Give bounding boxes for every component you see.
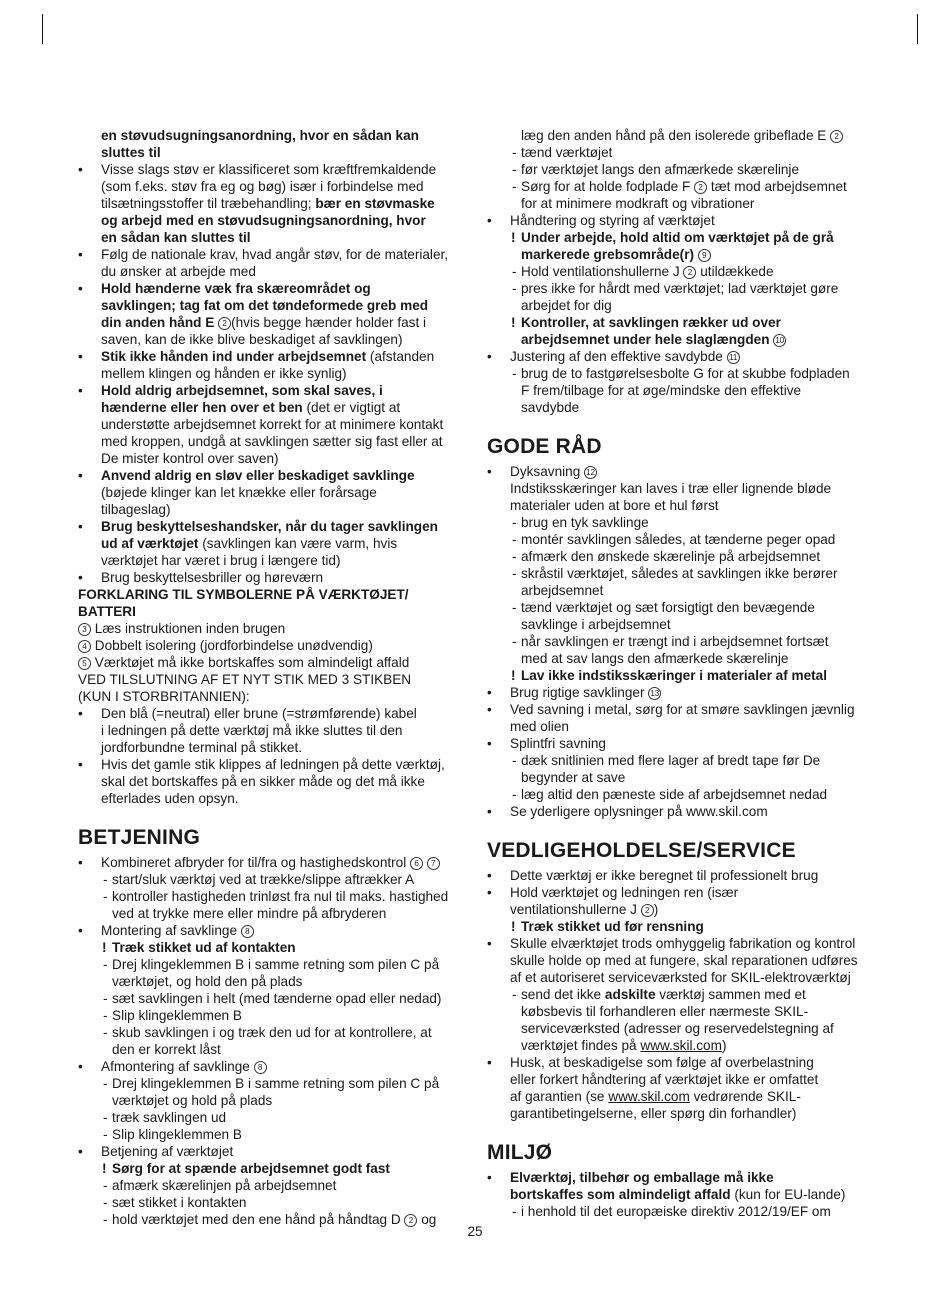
line-text: BATTERI	[78, 604, 136, 619]
continued-text	[78, 484, 466, 501]
line-text: Drej klingeklemmen B i samme retning som pilen C på	[112, 1076, 440, 1091]
line-text: en sådan kan sluttes til	[101, 230, 251, 245]
line-text: arbejdsemnet	[521, 583, 604, 598]
line-text: du ønsker at arbejde med	[101, 264, 256, 279]
dash-item	[487, 144, 867, 161]
paragraph-line	[78, 671, 466, 688]
line-text: Slip klingeklemmen B	[112, 1127, 242, 1142]
line-text: skråstil værktøjet, således at savklingen ikke berører	[521, 566, 838, 581]
line-text: saven, kan de ikke blive beskadiget af savklingen)	[101, 332, 403, 347]
line-text: værktøj sammen med et	[655, 987, 806, 1002]
crop-mark-left	[42, 14, 43, 44]
line-text: montér savklingen således, at tænderne peger opad	[521, 532, 836, 547]
line-text: )	[721, 1038, 727, 1053]
website-link[interactable]: www.skil.com	[640, 1038, 722, 1053]
figure-ref-icon: 2	[218, 317, 231, 330]
bold-text: arbejdsemnet under hele slaglængden	[521, 332, 774, 347]
dash-item	[78, 888, 466, 905]
line-text: Justering af den effektive savdybde	[510, 349, 727, 364]
line-text: garantibetingelserne, eller spørg din forhandler)	[510, 1106, 797, 1121]
line-text: Hold ventilationshullerne J	[521, 264, 684, 279]
line-text: efterlades uden opsyn.	[101, 791, 239, 806]
dash-item	[487, 161, 867, 178]
line-text: De mister kontrol over saven)	[101, 451, 279, 466]
continued-text	[78, 127, 466, 144]
bullet-item	[78, 382, 466, 399]
warning-line	[487, 229, 867, 246]
line-text: Se yderligere oplysninger på www.skil.com	[510, 804, 768, 819]
figure-ref-icon: 3	[78, 623, 91, 636]
line-text: Under arbejde, hold altid om værktøjet på de grå	[521, 230, 834, 245]
continued-text	[487, 1071, 867, 1088]
dash-item	[78, 871, 466, 888]
line-text: Den blå (=neutral) eller brune (=strømførende) kabel	[101, 706, 417, 721]
line-text: (bøjede klinger kan let knække eller forårsage	[101, 485, 377, 500]
bullet-item	[487, 212, 867, 229]
dash-item	[78, 1126, 466, 1143]
warning-line	[78, 939, 466, 956]
continued-text	[487, 1003, 867, 1020]
line-text: Brug rigtige savklinger	[510, 685, 649, 700]
bullet-item	[78, 467, 466, 484]
continued-text	[78, 1092, 466, 1109]
line-text: Indstiksskæringer kan laves i træ eller lignende bløde	[510, 481, 832, 496]
line-text: (hvis begge hænder holder fast i	[231, 315, 427, 330]
bold-text: hænderne eller hen over et ben	[101, 400, 303, 415]
bullet-item	[487, 803, 867, 820]
continued-text	[78, 195, 466, 212]
dash-item	[487, 365, 867, 382]
line-text: når savklingen er trængt ind i arbejdsemnet fortsæt	[521, 634, 829, 649]
line-text: tænd værktøjet	[521, 145, 613, 160]
line-text: sæt stikket i kontakten	[112, 1195, 247, 1210]
dash-item	[78, 1194, 466, 1211]
line-text: hold værktøjet med den ene hånd på håndtag D	[112, 1212, 405, 1227]
continued-text	[78, 739, 466, 756]
line-text: tæt mod arbejdsemnet	[707, 179, 847, 194]
warning-line	[487, 314, 867, 331]
line-text: (som f.eks. støv fra eg og bøg) især i forbindelse med	[101, 179, 424, 194]
bold-text: bortskaffes som almindeligt affald	[510, 1187, 731, 1202]
line-text: træk savklingen ud	[112, 1110, 227, 1125]
figure-ref-icon: 7	[427, 857, 440, 870]
line-text: FORKLARING TIL SYMBOLERNE PÅ VÆRKTØJET/	[78, 587, 409, 602]
bullet-item	[487, 1169, 867, 1186]
paragraph-line	[78, 586, 466, 603]
bullet-item	[78, 280, 466, 297]
line-text: utildækkede	[696, 264, 774, 279]
dash-item	[487, 263, 867, 280]
line-text: for at minimere modkraft og vibrationer	[521, 196, 755, 211]
dash-item	[78, 956, 466, 973]
line-text: Anvend aldrig en sløv eller beskadiget savklinge	[101, 468, 415, 483]
dash-item	[487, 514, 867, 531]
dash-item	[487, 1203, 867, 1220]
spacer	[487, 820, 867, 837]
bold-text: bær en støvmaske	[315, 196, 435, 211]
line-text: af et autoriseret serviceværksted for SKIL-elektroværktøj	[510, 970, 851, 985]
line-text: Elværktøj, tilbehør og emballage må ikke	[510, 1170, 774, 1185]
continued-text	[78, 973, 466, 990]
line-text: savklinge i arbejdsemnet	[521, 617, 671, 632]
section-heading	[487, 839, 867, 863]
line-text: savklingen; tag fat om det tøndeformede greb med	[101, 298, 429, 313]
continued-text	[78, 297, 466, 314]
section-heading	[78, 826, 466, 850]
continued-text	[78, 552, 466, 569]
line-text: brug de to fastgørelsesbolte G for at skubbe fodpladen	[521, 366, 850, 381]
bullet-item	[487, 1054, 867, 1071]
dash-item	[487, 531, 867, 548]
line-text: materialer uden at bore et hul først	[510, 498, 719, 513]
line-text: mellem klingen og hånden er ikke synlig)	[101, 366, 347, 381]
line-text: Splintfri savning	[510, 736, 606, 751]
continued-text	[78, 1041, 466, 1058]
figure-ref-icon: 11	[727, 351, 740, 364]
dash-item	[78, 1177, 466, 1194]
line-text: F frem/tilbage for at øge/mindske den effektive	[521, 383, 802, 398]
continued-text	[78, 773, 466, 790]
bullet-item	[487, 935, 867, 952]
line-text: Skulle elværktøjet trods omhyggelig fabrikation og kontrol	[510, 936, 856, 951]
line-text: MILJØ	[487, 1141, 553, 1164]
bullet-item	[78, 705, 466, 722]
line-text: (kun for EU-lande)	[730, 1187, 846, 1202]
warning-line	[487, 331, 867, 348]
line-text: Hold hænderne væk fra skæreområdet og	[101, 281, 371, 296]
continued-text	[487, 1037, 867, 1054]
figure-ref-icon: 2	[694, 181, 707, 194]
dash-item	[487, 548, 867, 565]
line-text: før værktøjet langs den afmærkede skærelinje	[521, 162, 800, 177]
section-heading	[487, 435, 867, 459]
line-text: Hold værktøjet og ledningen ren (især	[510, 885, 739, 900]
line-text: Sørg for at holde fodplade F	[521, 179, 695, 194]
line-text: ved at trykke mere eller mindre på afbryderen	[112, 906, 387, 921]
figure-ref-icon: 8	[241, 925, 254, 938]
line-text: vedrørende SKIL-	[689, 1089, 801, 1104]
figure-ref-icon: 6	[410, 857, 423, 870]
line-text: i henhold til det europæiske direktiv 2012/19/EF om	[521, 1204, 831, 1219]
figure-ref-icon: 2	[683, 266, 696, 279]
bullet-item	[78, 569, 466, 586]
line-text: Husk, at beskadigelse som følge af overbelastning	[510, 1055, 814, 1070]
dash-item	[78, 1109, 466, 1126]
line-text: Lav ikke indstiksskæringer i materialer af metal	[521, 668, 828, 683]
line-text: arbejdet for dig	[521, 298, 612, 313]
line-text: serviceværksted (adresser og reservedelstegning af	[521, 1021, 834, 1036]
paragraph-line	[78, 688, 466, 705]
line-text: Ved savning i metal, sørg for at smøre savklingen jævnlig	[510, 702, 855, 717]
bullet-item	[487, 884, 867, 901]
line-text: Betjening af værktøjet	[101, 1144, 234, 1159]
line-text: Kombineret afbryder for til/fra og hastighedskontrol	[101, 855, 411, 870]
figure-ref-icon: 2	[404, 1214, 417, 1227]
continued-text	[487, 1088, 867, 1105]
continued-text	[487, 195, 867, 212]
dash-item	[78, 1007, 466, 1024]
bullet-item	[78, 1058, 466, 1075]
line-text: begynder at save	[521, 770, 626, 785]
line-text: afmærk den ønskede skærelinje på arbejdsemnet	[521, 549, 821, 564]
line-text: Værktøjet må ikke bortskaffes som almindeligt affald	[91, 655, 410, 670]
bullet-item	[78, 348, 466, 365]
line-text: værktøjet, og hold den på plads	[112, 974, 303, 989]
line-text: læg den anden hånd på den isolerede gribeflade E	[521, 128, 831, 143]
bold-text: markerede grebsområde(r)	[521, 247, 698, 262]
continued-text	[487, 901, 867, 918]
line-text: Hvis det gamle stik klippes af ledningen på dette værktøj,	[101, 757, 445, 772]
continued-text	[487, 969, 867, 986]
line-text: understøtte arbejdsemnet korrekt for at minimere kontakt	[101, 417, 444, 432]
line-text: Hold aldrig arbejdsemnet, som skal saves, i	[101, 383, 383, 398]
line-text: med kroppen, undgå at savklingen sætter sig fast eller at	[101, 434, 443, 449]
continued-text	[487, 718, 867, 735]
line-text: tænd værktøjet og sæt forsigtigt den bevægende	[521, 600, 815, 615]
figure-ref-icon: 2	[641, 904, 654, 917]
line-text: med olien	[510, 719, 569, 734]
dash-item	[78, 1075, 466, 1092]
line-text: af garantien (se	[510, 1089, 609, 1104]
warning-line	[78, 1160, 466, 1177]
spacer	[487, 1122, 867, 1139]
line-text: jordforbundne terminal på stikket.	[101, 740, 302, 755]
line-text: og arbejd med en støvudsugningsanordning, hvor	[101, 213, 426, 228]
continued-text	[487, 127, 867, 144]
line-text: i ledningen på dette værktøj må ikke sluttes til den	[101, 723, 403, 738]
line-text: dæk snitlinien med flere lager af bredt tape før De	[521, 753, 821, 768]
line-text: kontroller hastigheden trinløst fra nul til maks. hastighed	[112, 889, 449, 904]
continued-text	[487, 952, 867, 969]
line-text: skulle holde op med at fungere, skal reparationen udføres	[510, 953, 858, 968]
figure-ref-icon: 10	[773, 334, 786, 347]
continued-text	[487, 1105, 867, 1122]
line-text: send det ikke	[521, 987, 605, 1002]
section-heading	[487, 1141, 867, 1165]
line-text: købsbevis til forhandleren eller nærmeste SKIL-	[521, 1004, 809, 1019]
line-text: start/sluk værktøj ved at trække/slippe aftrækker A	[112, 872, 415, 887]
continued-text	[78, 501, 466, 518]
line-text: afmærk skærelinjen på arbejdsemnet	[112, 1178, 337, 1193]
line-text: Dyksavning	[510, 464, 585, 479]
dash-item	[487, 752, 867, 769]
bullet-item	[78, 756, 466, 773]
continued-text	[78, 790, 466, 807]
line-text: (det er vigtigt at	[302, 400, 401, 415]
bullet-item	[487, 348, 867, 365]
continued-text	[78, 416, 466, 433]
line-text: Brug beskyttelsesbriller og høreværn	[101, 570, 324, 585]
bullet-item	[487, 701, 867, 718]
continued-text	[487, 582, 867, 599]
figure-ref-icon: 8	[254, 1061, 267, 1074]
warning-line	[487, 667, 867, 684]
figure-ref-icon: 5	[78, 657, 91, 670]
line-text: skub savklingen i og træk den ud for at kontrollere, at	[112, 1025, 432, 1040]
continued-text	[78, 263, 466, 280]
line-text: Brug beskyttelseshandsker, når du tager savklingen	[101, 519, 438, 534]
left-column	[78, 127, 466, 1228]
line-text: Montering af savklinge	[101, 923, 241, 938]
line-text: Dobbelt isolering (jordforbindelse unødvendig)	[91, 638, 373, 653]
line-text: Sørg for at spænde arbejdsemnet godt fast	[112, 1161, 390, 1176]
continued-text	[78, 722, 466, 739]
line-text: Træk stikket ud af kontakten	[112, 940, 296, 955]
continued-text	[78, 905, 466, 922]
dash-item	[487, 986, 867, 1003]
figure-ref-icon: 2	[830, 130, 843, 143]
line-text: værktøjet og hold på plads	[112, 1093, 273, 1108]
continued-text	[487, 480, 867, 497]
continued-text	[487, 297, 867, 314]
dash-item	[78, 990, 466, 1007]
bullet-item	[487, 463, 867, 480]
figure-ref-icon: 4	[78, 640, 91, 653]
continued-text	[487, 399, 867, 416]
dash-item	[487, 178, 867, 195]
bullet-item	[78, 518, 466, 535]
crop-mark-right	[917, 14, 918, 44]
bold-text: ud af værktøjet	[101, 536, 199, 551]
line-text: Træk stikket ud før rensning	[521, 919, 704, 934]
continued-text	[78, 365, 466, 382]
line-text: en støvudsugningsanordning, hvor en sådan kan	[101, 128, 419, 143]
right-column	[487, 127, 867, 1220]
line-text: og	[417, 1212, 437, 1227]
line-text: Drej klingeklemmen B i samme retning som pilen C på	[112, 957, 440, 972]
line-text: pres ikke for hårdt med værktøjet; lad værktøjet gøre	[521, 281, 839, 296]
continued-text	[487, 650, 867, 667]
line-text: GODE RÅD	[487, 435, 602, 458]
continued-text	[78, 144, 466, 161]
line-text: sæt savklingen i helt (med tænderne opad eller nedad)	[112, 991, 442, 1006]
continued-text	[78, 399, 466, 416]
line-text: sluttes til	[101, 145, 161, 160]
line-text: (savklingen kan være varm, hvis	[198, 536, 398, 551]
figure-ref-icon: 13	[648, 687, 661, 700]
line-text: brug en tyk savklinge	[521, 515, 649, 530]
dash-item	[487, 565, 867, 582]
bullet-item	[78, 161, 466, 178]
continued-text	[487, 1186, 867, 1203]
spacer	[78, 807, 466, 824]
line-text: savdybde	[521, 400, 580, 415]
continued-text	[78, 535, 466, 552]
continued-text	[78, 450, 466, 467]
bullet-item	[78, 922, 466, 939]
website-link[interactable]: www.skil.com	[608, 1089, 690, 1104]
dash-item	[78, 1024, 466, 1041]
line-text: med at sav langs den afmærkede skærelinje	[521, 651, 789, 666]
bullet-item	[78, 854, 466, 871]
bold-text: din anden hånd E	[101, 315, 219, 330]
paragraph-line	[78, 637, 466, 654]
line-text: VEDLIGEHOLDELSE/SERVICE	[487, 839, 796, 862]
line-text: den er korrekt låst	[112, 1042, 221, 1057]
dash-item	[487, 599, 867, 616]
continued-text	[487, 382, 867, 399]
line-text: Dette værktøj er ikke beregnet til professionelt brug	[510, 868, 819, 883]
continued-text	[487, 769, 867, 786]
dash-item	[487, 633, 867, 650]
line-text: læg altid den pæneste side af arbejdsemnet nedad	[521, 787, 828, 802]
line-text: Visse slags støv er klassificeret som kræftfremkaldende	[101, 162, 437, 177]
line-text: værktøjet findes på	[521, 1038, 641, 1053]
line-text: tilbageslag)	[101, 502, 171, 517]
warning-line	[487, 246, 867, 263]
line-text: tilsætningsstoffer til træbehandling;	[101, 196, 316, 211]
continued-text	[78, 178, 466, 195]
paragraph-line	[78, 620, 466, 637]
bold-text: Stik ikke hånden ind under arbejdsemnet	[101, 349, 367, 364]
continued-text	[487, 497, 867, 514]
dash-item	[487, 786, 867, 803]
line-text: Håndtering og styring af værktøjet	[510, 213, 715, 228]
line-text: )	[653, 902, 659, 917]
line-text: eller forkert håndtering af værktøjet ikke er omfattet	[510, 1072, 819, 1087]
bold-text: adskilte	[604, 987, 656, 1002]
spacer	[487, 416, 867, 433]
dash-item	[487, 280, 867, 297]
line-text: Følg de nationale krav, hvad angår støv, for de materialer,	[101, 247, 449, 262]
line-text: Kontroller, at savklingen rækker ud over	[521, 315, 781, 330]
continued-text	[78, 212, 466, 229]
page-number: 25	[467, 1224, 483, 1239]
continued-text	[78, 229, 466, 246]
bullet-item	[78, 246, 466, 263]
continued-text	[78, 331, 466, 348]
line-text: VED TILSLUTNING AF ET NYT STIK MED 3 STIKBEN	[78, 672, 412, 687]
line-text: Afmontering af savklinge	[101, 1059, 254, 1074]
continued-text	[487, 616, 867, 633]
line-text: (KUN I STORBRITANNIEN):	[78, 689, 250, 704]
bullet-item	[487, 867, 867, 884]
paragraph-line	[78, 603, 466, 620]
line-text: ventilationshullerne J	[510, 902, 641, 917]
bullet-item	[78, 1143, 466, 1160]
line-text: skal det bortskaffes på en sikker måde og det må ikke	[101, 774, 425, 789]
figure-ref-icon: 9	[698, 249, 711, 262]
line-text: (afstanden	[366, 349, 435, 364]
line-text: værktøjet har været i brug i længere tid)	[101, 553, 341, 568]
continued-text	[78, 314, 466, 331]
bullet-item	[487, 684, 867, 701]
continued-text	[487, 1020, 867, 1037]
figure-ref-icon: 12	[584, 466, 597, 479]
paragraph-line	[78, 654, 466, 671]
continued-text	[78, 433, 466, 450]
line-text: Læs instruktionen inden brugen	[91, 621, 286, 636]
line-text: Slip klingeklemmen B	[112, 1008, 242, 1023]
line-text: BETJENING	[78, 826, 200, 849]
bullet-item	[487, 735, 867, 752]
warning-line	[487, 918, 867, 935]
